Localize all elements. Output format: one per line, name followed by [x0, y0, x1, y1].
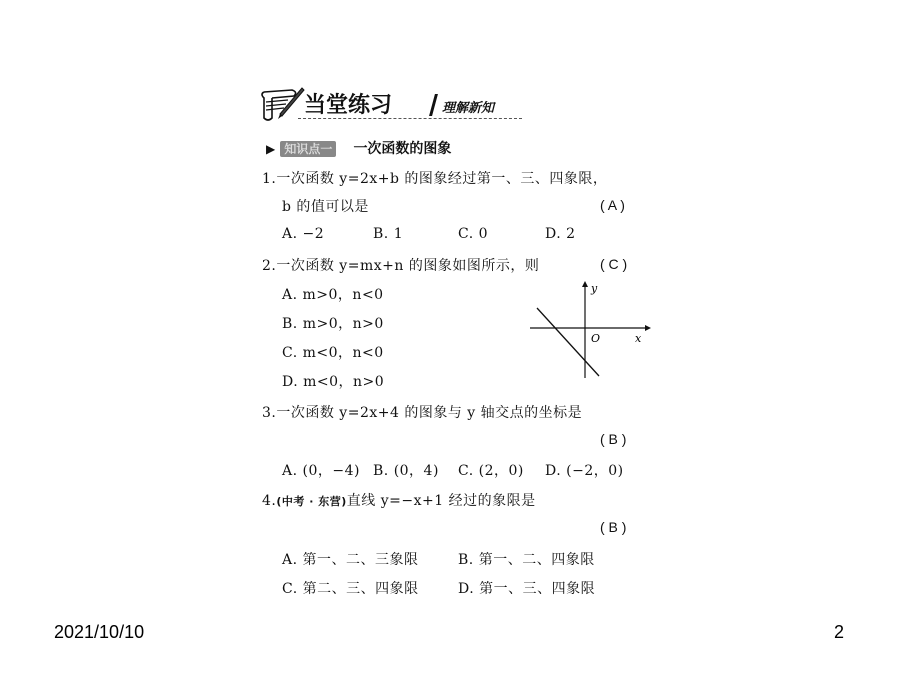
footer-date: 2021/10/10 — [54, 622, 145, 642]
q2-answer: ( C ) — [600, 256, 628, 272]
footer-page-number: 2 — [834, 622, 845, 642]
q1-option-d: D. 2 — [545, 226, 576, 242]
q2-option-b: B. m>0，n>0 — [282, 316, 384, 332]
q3-stem: 3.一次函数 y=2x+4 的图象与 y 轴交点的坐标是 — [262, 405, 583, 421]
q3-option-c: C. (2，0) — [458, 463, 524, 479]
header-banner — [258, 82, 523, 126]
q1-answer: ( A ) — [600, 197, 625, 213]
banner-subtitle: 理解新知 — [442, 101, 495, 116]
q3-option-b: B. (0，4) — [373, 463, 439, 479]
q1-option-c: C. 0 — [458, 226, 489, 242]
q4-answer: ( B ) — [600, 519, 627, 535]
q4-option-d: D. 第一、三、四象限 — [458, 581, 596, 597]
q4-stem: 4.(中考 · 东营)直线 y=−x+1 经过的象限是 — [262, 493, 536, 509]
triangle-marker-icon: ▶ — [266, 142, 276, 156]
x-axis-arrow — [645, 325, 651, 331]
q2-option-d: D. m<0，n>0 — [282, 374, 385, 390]
origin-label: O — [591, 332, 601, 345]
banner-underline — [298, 118, 522, 119]
q2-option-a: A. m>0，n<0 — [282, 287, 384, 303]
q4-option-b: B. 第一、二、四象限 — [458, 552, 595, 568]
banner-divider — [429, 94, 438, 116]
knowledge-point-tag: 知识点一 — [280, 141, 336, 157]
knowledge-point-title: 一次函数的图象 — [353, 141, 452, 157]
y-axis-label: y — [591, 282, 598, 295]
q1-stem-line2: b 的值可以是 — [282, 199, 369, 215]
banner-title: 当堂练习 — [304, 93, 393, 118]
x-axis-label: x — [635, 332, 642, 345]
q3-option-d: D. (−2，0) — [545, 463, 624, 479]
y-axis-arrow — [582, 281, 588, 287]
q1-stem-line1: 1.一次函数 y=2x+b 的图象经过第一、三、四象限， — [262, 171, 608, 187]
q4-option-c: C. 第二、三、四象限 — [282, 581, 419, 597]
q2-stem: 2.一次函数 y=mx+n 的图象如图所示，则 — [262, 258, 540, 274]
q2-option-c: C. m<0，n<0 — [282, 345, 384, 361]
q4-source: (中考 · 东营) — [276, 495, 347, 508]
q1-option-a: A. −2 — [282, 226, 325, 242]
q3-answer: ( B ) — [600, 431, 627, 447]
q4-option-a: A. 第一、二、三象限 — [282, 552, 419, 568]
q2-graph — [525, 280, 655, 380]
q1-option-b: B. 1 — [373, 226, 404, 242]
q3-option-a: A. (0，−4) — [282, 463, 360, 479]
function-line — [537, 308, 599, 376]
knowledge-point-heading — [266, 138, 451, 158]
